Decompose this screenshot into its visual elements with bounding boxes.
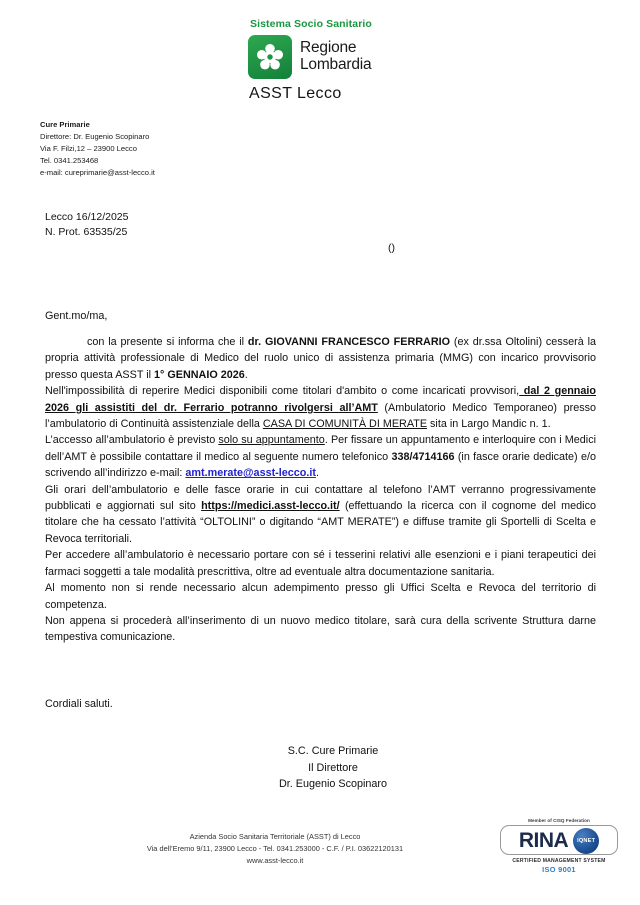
p3-mid: . Per fissare un appuntamento e interloquire con i Medici dell’AMT è possibile contattare il medico al seguente numero telefonico xyxy=(45,434,596,463)
medici-website-link[interactable]: https://medici.asst-lecco.it/ xyxy=(201,500,340,513)
signature-block xyxy=(0,743,640,793)
paragraph-3 xyxy=(45,432,596,481)
logo-tagline: Sistema Socio Sanitario xyxy=(250,18,372,30)
p1-end: . xyxy=(244,368,248,381)
cert-system-text: CERTIFIED MANAGEMENT SYSTEM xyxy=(512,858,606,864)
date-protocol-block xyxy=(45,210,129,240)
salutation: Gent.mo/ma, xyxy=(45,310,108,322)
cert-logo-box xyxy=(500,825,618,855)
signature-name: Dr. Eugenio Scopinaro xyxy=(278,778,388,791)
protocol-number: N. Prot. 63535/25 xyxy=(45,226,128,239)
place-date: Lecco 16/12/2025 xyxy=(45,211,129,223)
sender-address: Via F. Filzi,12 – 23900 Lecco xyxy=(40,143,137,153)
paragraph-6: Al momento non si rende necessario alcun adempimento presso gli Uffici Scelta e Revoca del territorio di competenza. xyxy=(45,582,596,611)
lombardy-flower-icon xyxy=(248,35,292,79)
paragraph-1 xyxy=(45,334,596,383)
p3-appointment-only: solo su appuntamento xyxy=(218,434,325,447)
p1-lead: con la presente si informa che il xyxy=(87,336,248,348)
regione-lombardia-logo xyxy=(248,18,428,103)
letter-body xyxy=(45,334,596,646)
logo-wordmark xyxy=(300,40,371,73)
cert-member-text: Member of CISQ Federation xyxy=(528,818,590,823)
amt-email-link[interactable]: amt.merate@asst-lecco.it xyxy=(185,467,316,480)
p2-location: CASA DI COMUNITÀ DI MERATE xyxy=(262,418,428,431)
p1-doctor-name: dr. GIOVANNI FRANCESCO FERRARIO xyxy=(247,336,451,348)
rina-logo xyxy=(519,830,568,851)
paragraph-4 xyxy=(45,482,596,548)
footer-line-3: www.asst-lecco.it xyxy=(246,855,304,865)
p4-end: (effettuando la ricerca con il cognome del medico titolare che ha cessato l’attività “OLTOLINI” o digitando “AMT MERATE”) e diffuse tramite gli Sportelli di Scelta e Revoca territoriali. xyxy=(45,500,596,545)
sender-title: Cure Primarie xyxy=(40,120,90,129)
p2-mid: (Ambulatorio Medico Temporaneo) presso l’ambulatorio di Continuità assistenziale della xyxy=(45,401,596,431)
p2-end: sita in Largo Mandic n. 1. xyxy=(427,418,551,431)
p3-lead: L’accesso all’ambulatorio è previsto xyxy=(45,434,219,447)
paragraph-2 xyxy=(45,383,596,432)
p3-end: . xyxy=(315,467,319,480)
signature-role: Il Direttore xyxy=(308,761,358,774)
sender-director: Direttore: Dr. Eugenio Scopinaro xyxy=(40,131,150,141)
logo-row xyxy=(248,35,428,79)
paren-mark: () xyxy=(388,242,395,254)
iqnet-label: IQNET xyxy=(577,837,596,844)
footer-line-2: Via dell’Eremo 9/11, 23900 Lecco - Tel. 0341.253000 - C.F. / P.I. 03622120131 xyxy=(146,843,404,853)
footer-line-1: Azienda Socio Sanitaria Territoriale (ASST) di Lecco xyxy=(189,832,361,841)
closing-line: Cordiali saluti. xyxy=(45,698,113,710)
p1-cessation-date: 1° GENNAIO 2026 xyxy=(154,368,245,381)
p3-phone-number: 338/4714166 xyxy=(391,450,455,463)
signature-unit: S.C. Cure Primarie xyxy=(287,745,379,757)
logo-wordmark-line2: Lombardia xyxy=(300,56,372,73)
logo-wordmark-line1: Regione xyxy=(300,39,357,57)
rina-wordmark: RINA xyxy=(518,829,569,852)
sender-block xyxy=(40,119,155,179)
paragraph-7: Non appena si procederà all’inserimento di un nuovo medico titolare, sarà cura della scrivente Struttura darne tempestiva comunicazione. xyxy=(45,614,596,644)
iqnet-icon xyxy=(573,828,599,854)
cert-iso-standard: ISO 9001 xyxy=(542,865,576,874)
logo-asst-lecco: ASST Lecco xyxy=(249,85,342,102)
certification-mark xyxy=(500,818,618,874)
sender-email: e-mail: cureprimarie@asst-lecco.it xyxy=(40,167,155,177)
paragraph-5: Per accedere all’ambulatorio è necessario portare con sé i tesserini relativi alle esenzioni e i piani terapeutici dei farmaci soggetti a tale modalità prescrittiva, oltre ad eventuale altra documentazione sanitaria. xyxy=(45,549,596,578)
p2-amt-highlight: dal 2 gennaio 2026 gli assistiti del dr. Ferrario potranno rivolgersi all’AMT xyxy=(45,385,596,414)
p2-lead: Nell'impossibilità di reperire Medici disponibili come titolari d'ambito o come incaricati provvisori, xyxy=(45,385,520,398)
p1-mid: (ex dr.ssa Oltolini) cesserà la propria attività professionale di Medico del ruolo unico di assistenza primaria (MMG) con incarico provvisorio presso questa ASST il xyxy=(45,336,596,381)
sender-phone: Tel. 0341.253468 xyxy=(40,155,99,165)
p4-lead: Gli orari dell’ambulatorio e delle fasce orarie in cui contattare al telefono l’AMT verranno progressivamente pubblicati e aggiornati sul sito xyxy=(45,483,596,513)
p3-mid2: (in fasce orarie dedicate) e/o scrivendo all’indirizzo e-mail: xyxy=(45,450,596,480)
